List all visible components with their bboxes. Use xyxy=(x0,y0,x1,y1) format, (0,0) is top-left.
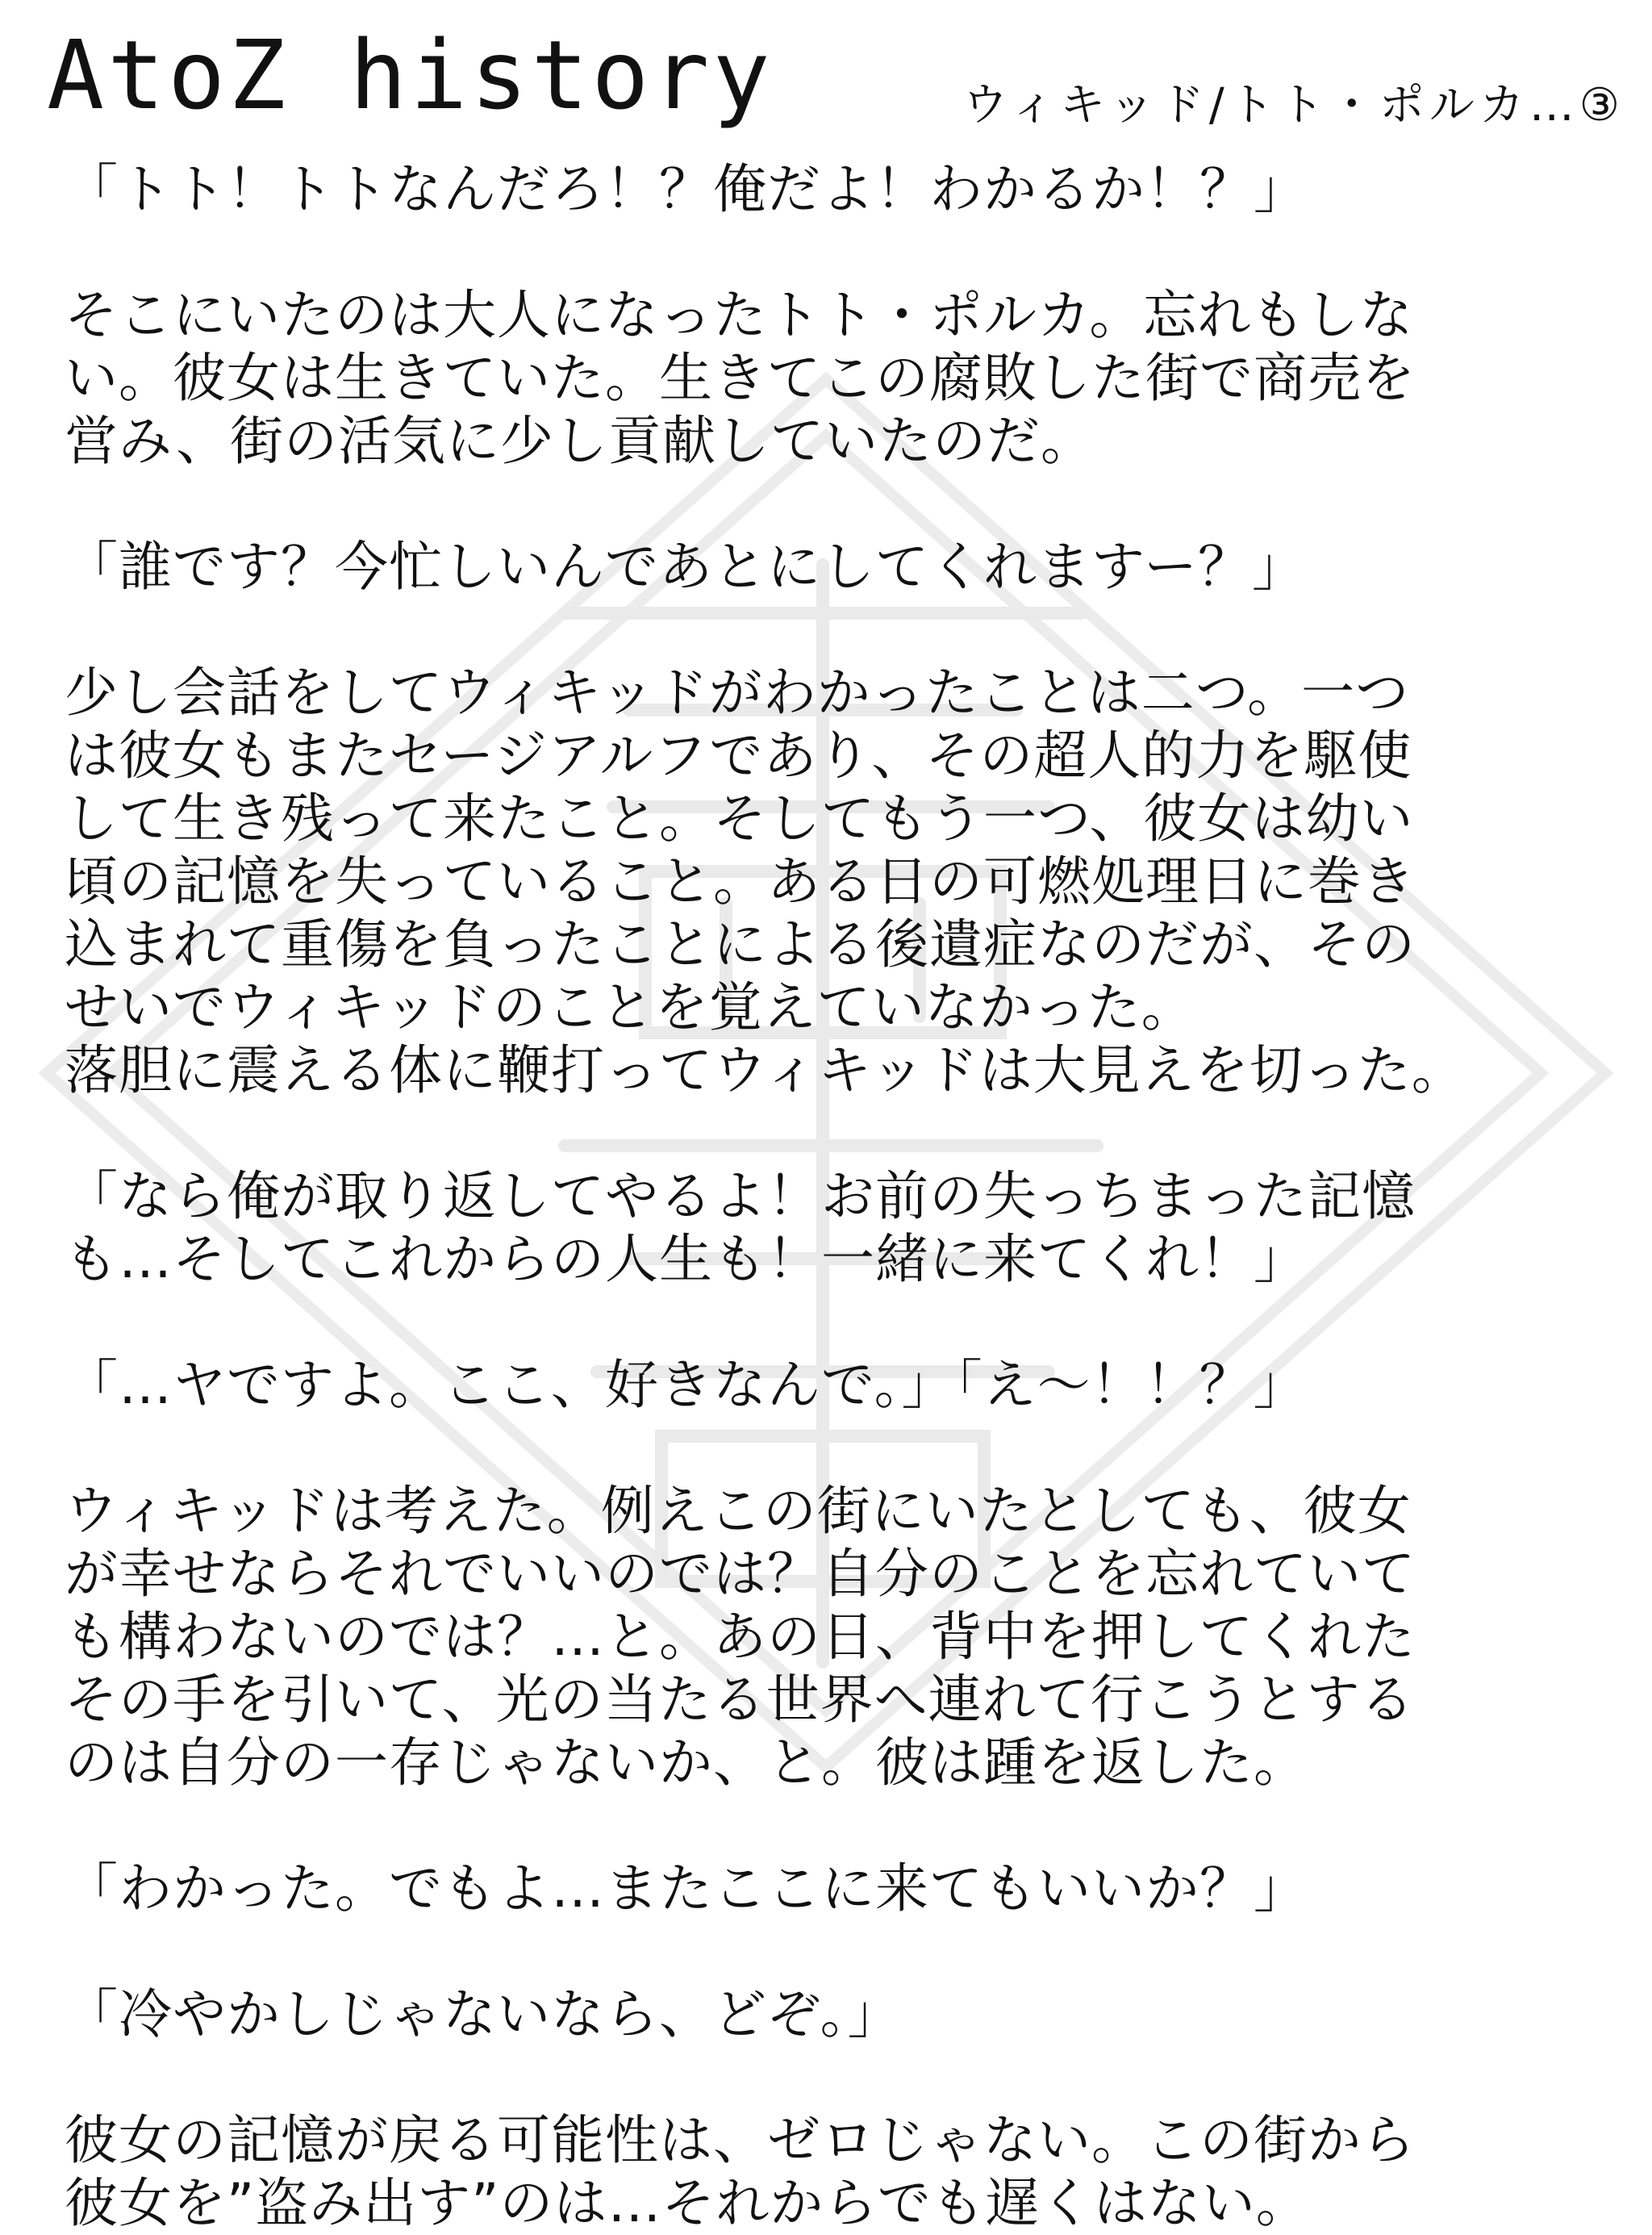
paragraph xyxy=(65,284,1629,473)
text-line: 「…ヤですよ。ここ、好きなんで。」「え〜！！？」 xyxy=(65,1354,1308,1416)
text-line: 「なら俺が取り返してやるよ！お前の失っちまった記憶 xyxy=(65,1165,1416,1227)
paragraph xyxy=(65,1857,1629,1920)
paragraph xyxy=(65,2109,1629,2235)
text-line: 彼女の記憶が戻る可能性は、ゼロじゃない。この街から xyxy=(65,2109,1416,2171)
text-line: い。彼女は生きていた。生きてこの腐敗した街で商売を xyxy=(65,347,1416,409)
text-line: そこにいたのは大人になったトト・ポルカ。忘れもしな xyxy=(65,284,1414,346)
text-line: 「トト！トトなんだろ！？俺だよ！わかるか！？」 xyxy=(65,158,1308,220)
text-line: ウィキッドは考えた。例えこの街にいたとしても、彼女 xyxy=(65,1480,1412,1542)
paragraph xyxy=(65,1480,1629,1794)
text-line: 彼女を”盗み出す”のは…それからでも遅くはない。 xyxy=(65,2172,1310,2234)
text-line: 営み、街の活気に少し貢献していたのだ。 xyxy=(65,410,1095,472)
paragraph xyxy=(65,1354,1629,1417)
text-line: 頃の記憶を失っていること。ある日の可燃処理日に巻き xyxy=(65,850,1416,913)
text-line: は彼女もまたセージアルフであり、その超人的力を駆使 xyxy=(65,725,1412,787)
text-line: 込まれて重傷を負ったことによる後遺症なのだが、その xyxy=(65,913,1416,975)
text-line: その手を引いて、光の当たる世界へ連れて行こうとする xyxy=(65,1669,1415,1731)
text-line: せいでウィキッドのことを覚えていなかった。 xyxy=(65,976,1195,1038)
text-line: のは自分の一存じゃないか、と。彼は踵を返した。 xyxy=(65,1732,1308,1794)
paragraph xyxy=(65,1165,1629,1291)
story-body xyxy=(65,158,1629,2235)
paragraph xyxy=(65,158,1629,221)
chapter-subtitle: ウィキッド/トト・ポルカ…③ xyxy=(962,79,1625,132)
text-line: 落胆に震える体に鞭打ってウィキッドは大見えを切った。 xyxy=(65,1039,1466,1101)
text-line: 「わかった。でもよ…またここに来てもいいか？」 xyxy=(65,1857,1308,1920)
page-title: AtoZ history xyxy=(47,19,774,131)
text-line: して生き残って来たこと。そしてもう一つ、彼女は幼い xyxy=(65,787,1414,850)
text-line: も構わないのでは？…と。あの日、背中を押してくれた xyxy=(65,1606,1416,1668)
paragraph xyxy=(65,536,1629,599)
text-line: 「冷やかしじゃないなら、どぞ。」 xyxy=(65,1983,902,2045)
text-line: 「誰です？今忙しいんであとにしてくれますー？」 xyxy=(65,536,1307,598)
text-line: も…そしてこれからの人生も！一緒に来てくれ！」 xyxy=(65,1228,1308,1290)
paragraph xyxy=(65,662,1629,1102)
text-line: 少し会話をしてウィキッドがわかったことは二つ。一つ xyxy=(65,662,1410,724)
paragraph xyxy=(65,1983,1629,2046)
text-line: が幸せならそれでいいのでは？自分のことを忘れていて xyxy=(65,1543,1416,1605)
